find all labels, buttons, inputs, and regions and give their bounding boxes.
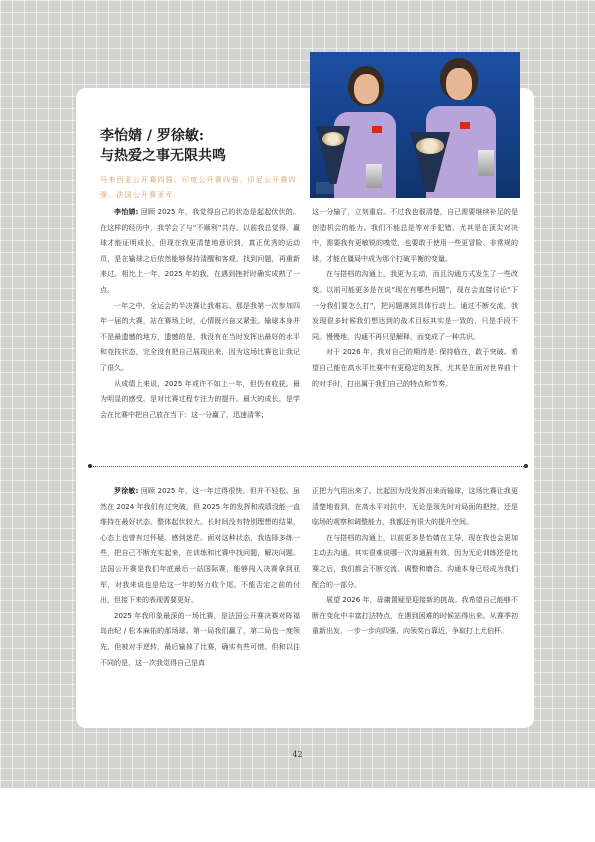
flag-icon: [460, 122, 470, 129]
flag-icon: [372, 126, 382, 133]
page-number: 42: [292, 750, 303, 759]
paragraph: 展望 2026 年，毋庸置疑是迎接新的挑战。我希望自己能够不断在变化中丰富打法特点，在遇到困难的时候站得出来。从赛季初重新出发，一步一步向四强、向领奖台靠近，争取打上尤伯杯。: [312, 596, 518, 636]
paragraph: 罗徐敏: 回顾 2025 年，这一年过得很快，但并不轻松。虽然在 2024 年我们有过突破，但 2025 年的发挥和成绩没能一直维持在最好状态，整体起伏较大。长时间没有特别理想的结果，心态上也曾有过怀疑、感到迷茫。面对这种状态，我选择多练一些，把自己不断充实起来，在训练和比赛中找问题，解决问题。法国公开赛是我们年底最后一站国际赛，能够闯入决赛拿到亚军，对我来说也是给这一年的努力收个尾。不能否定之前的付出，但接下来的表现需要更好。: [100, 487, 300, 605]
paragraph: 在与搭档的沟通上，以前更多是怡婧在主导，现在我也会更加主动去沟通。其实很难说哪一次沟通最有效，因为无论训练还是比赛之后，我们都会不断交流、调整和磨合，沟通本身已经成为我们配合的一部分。: [312, 533, 518, 589]
section-divider: [90, 466, 526, 467]
athlete-left-face: [354, 74, 379, 104]
paragraph: 2025 年我印象最深的一场比赛，是法国公开赛决赛对阵福岛由纪 / 松本麻佑的那场球。第一局我们赢了，第二局也一度领先，但被对手逆转，最后输掉了比赛，确实有些可惜。但和以往不同的是，这一次我觉得自己是真: [100, 611, 300, 667]
paragraph: 在与搭档的沟通上，我更为主动，而且沟通方式发生了一些改变。以前可能更多是在说“现在有哪些问题”，现在会直接讨论“下一分我们要怎么打”，把问题落到具体行动上。通过不断交流，我发现很多时候我们想达到的战术目标其实是一致的，只是手段不同。慢慢地，沟通不再只是解释，而变成了一种共识。: [312, 270, 518, 341]
paragraph: 这一分输了，立刻重启。不过我也很清楚，自己需要继续补足的是创造机会的能力。我们不能总是等对手犯错，尤其是在顶尖对决中，需要我有更敏锐的嗅觉，也要敢于使用一些更冒险、非常规的球，才能在僵局中成为那个打破平衡的变量。: [312, 208, 518, 263]
flowers-left: [322, 132, 344, 146]
paragraph: 李怡婧: 回顾 2025 年，我觉得自己的状态是起起伏伏的。在这样的经历中，我学会了与“不顺利”共存。以前我总觉得，赢球才能证明成长，但现在我更清楚地意识到，真正优秀的运动员，是在输球之后依然能够保持清醒和客观，找到问题，再重新来过。相比上一年，2025 年的我，在遇到挫折时确实成熟了一点。: [100, 208, 300, 294]
title-line-2: 与热爱之事无限共鸣: [100, 148, 226, 164]
section1-right-column: [312, 205, 518, 392]
divider-dot: [524, 464, 528, 468]
title-line-1: 李怡婧 / 罗徐敏:: [100, 128, 205, 144]
athletes-photo: [310, 52, 520, 198]
athlete-right-face: [446, 68, 472, 100]
trophy-left: [366, 164, 382, 188]
flowers-right: [416, 138, 444, 154]
divider-dot: [88, 464, 92, 468]
speaker-name: 罗徐敏:: [114, 487, 139, 495]
article-subtitle: 马来西亚公开赛四强、印度公开赛四强、印尼公开赛四强、法国公开赛亚军: [100, 176, 297, 199]
paragraph: 对于 2026 年，我对自己的期待是: 保持临在，敢于突破。希望自己能在高水平比赛中有更稳定的发挥，尤其是在面对世界前十的对手时，打出属于我们自己的特点和节奏。: [312, 348, 518, 388]
trophy-right: [478, 150, 494, 176]
paragraph: 从成绩上来说，2025 年或许不如上一年，但仍有收获。最为明显的感受，是对比赛过程专注力的提升。最大的成长，是学会在比赛中把自己放在当下：这一分赢了，迅速清零；: [100, 379, 300, 419]
paragraph: 正把力气用出来了。比起因为没发挥出来而输球，这场比赛让我更清楚地看到，在高水平对抗中，无论是领先时对局面的把控，还是临场的观察和调整能力，我都还有很大的提升空间。: [312, 487, 518, 527]
speaker-name: 李怡婧:: [114, 208, 139, 216]
article-title: [100, 126, 300, 166]
section2-left-column: [100, 484, 300, 671]
athlete-left-shirt: [334, 112, 396, 198]
paragraph: 一年之中，全运会的半决赛让我难忘。那是我第一次参加四年一届的大赛，站在赛场上时，心情既兴奋又紧张。输球本身并不是最遗憾的地方，遗憾的是，我没有在当时发挥出最好的水平和竞技状态，完全没有把自己展现出来，因为这场比赛也让我记了很久。: [100, 301, 300, 372]
section2-right-column: [312, 484, 518, 640]
section1-left-column: [100, 205, 300, 423]
